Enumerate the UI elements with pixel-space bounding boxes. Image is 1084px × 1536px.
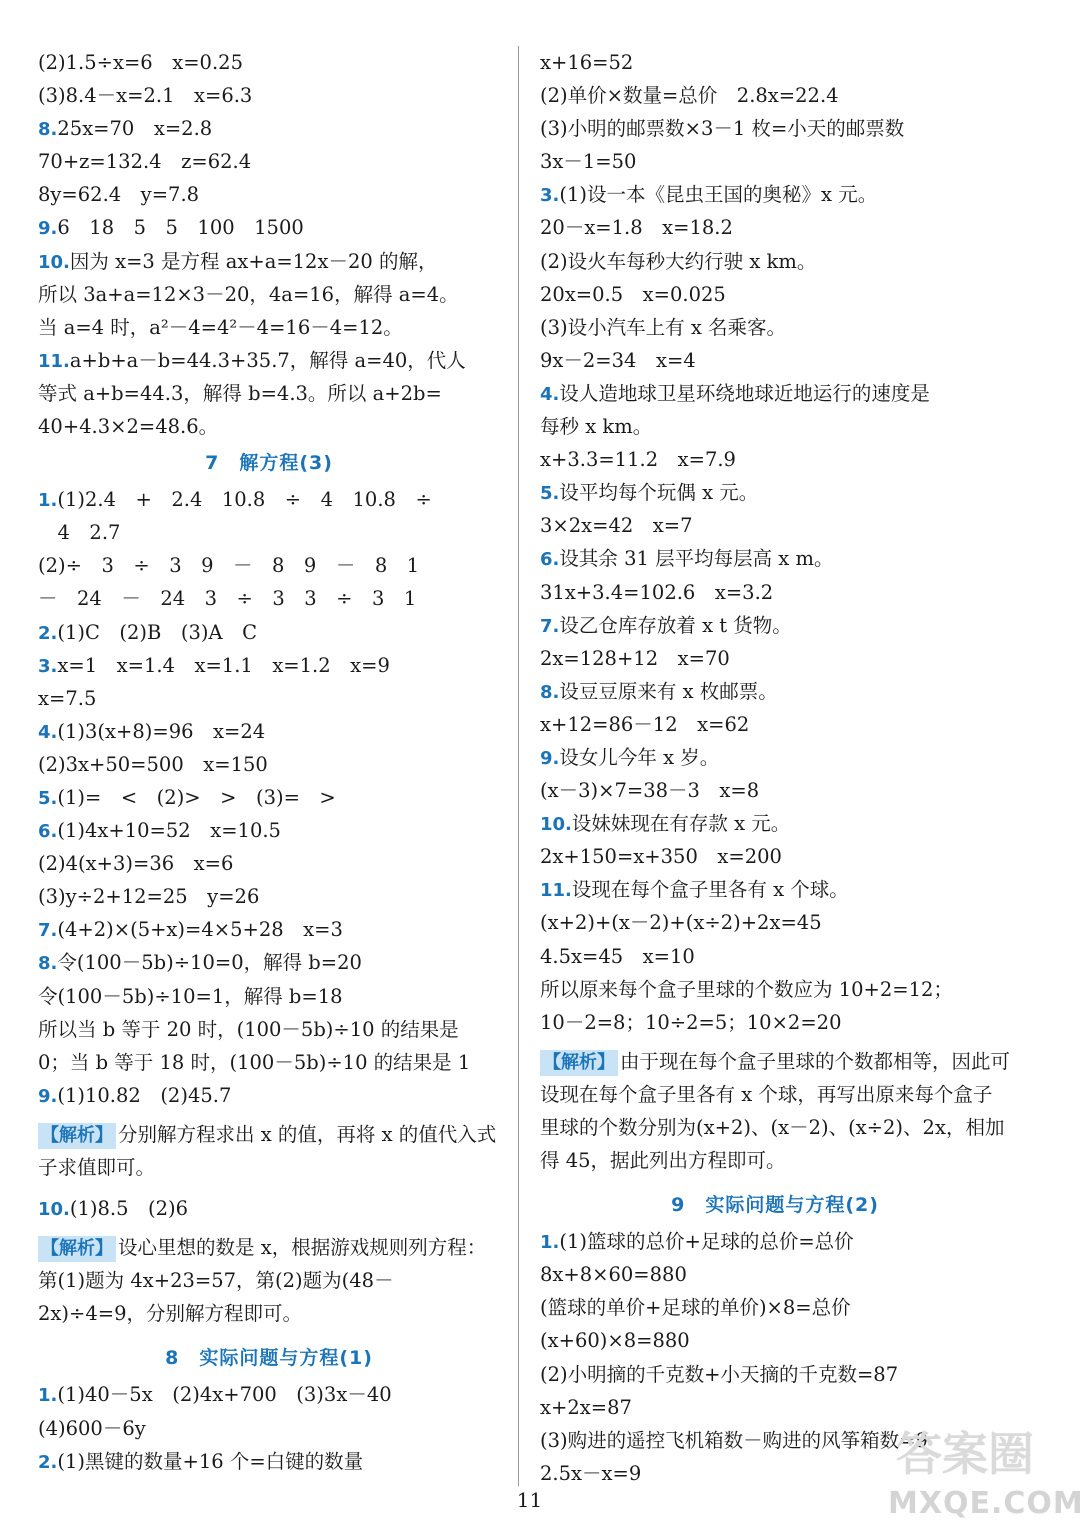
question-number: 3. bbox=[38, 655, 58, 677]
answer-text: 设平均每个玩偶 x 元。 bbox=[559, 481, 759, 505]
answer-line bbox=[38, 1079, 500, 1112]
answer-line bbox=[38, 616, 500, 649]
section-heading: 9 实际问题与方程(2) bbox=[671, 1194, 879, 1217]
answer-text: 当 a=4 时，a²－4=4²－4=16－4=12。 bbox=[38, 315, 403, 339]
answer-text: 设人造地球卫星环绕地球近地运行的速度是 bbox=[559, 381, 930, 405]
answer-line bbox=[540, 708, 1010, 741]
question-number: 5. bbox=[540, 483, 560, 505]
answer-text: (2)÷ 3 ÷ 3 9 － 8 9 － 8 1 bbox=[38, 554, 420, 578]
answer-text: (2)1.5÷x=6 x=0.25 bbox=[38, 51, 243, 74]
answer-text: (1)篮球的总价+足球的总价=总价 bbox=[559, 1230, 854, 1254]
answer-text: (x+60)×8=880 bbox=[540, 1329, 690, 1353]
answer-line bbox=[540, 609, 1010, 642]
answer-line bbox=[38, 483, 500, 516]
answer-text: 2x=128+12 x=70 bbox=[540, 646, 730, 670]
answer-text: a+b+a－b=44.3+35.7，解得 a=40，代人 bbox=[69, 348, 466, 372]
answer-text: x+12=86－12 x=62 bbox=[540, 712, 750, 736]
answer-text: (1)10.82 (2)45.7 bbox=[57, 1083, 232, 1107]
question-number: 10. bbox=[38, 1199, 70, 1221]
answer-line bbox=[540, 443, 1010, 476]
answer-text: 设女儿今年 x 岁。 bbox=[559, 745, 720, 769]
question-number: 9. bbox=[38, 218, 58, 240]
question-number: 8. bbox=[38, 119, 58, 141]
answer-line bbox=[38, 748, 500, 781]
question-number: 4. bbox=[540, 383, 560, 405]
answer-text: (2)设火车每秒大约行驶 x km。 bbox=[540, 249, 817, 273]
answer-text: x+3.3=11.2 x=7.9 bbox=[540, 448, 736, 472]
answer-line bbox=[38, 847, 500, 880]
answer-line bbox=[38, 649, 500, 682]
answer-text: (2)单价×数量=总价 2.8x=22.4 bbox=[540, 84, 839, 108]
answer-text: 4 2.7 bbox=[38, 521, 121, 545]
answer-text: 6 18 5 5 100 1500 bbox=[57, 216, 304, 240]
answer-line bbox=[38, 1046, 500, 1079]
answer-line bbox=[540, 344, 1010, 377]
answer-line bbox=[38, 79, 500, 112]
answer-text: (3)购进的遥控飞机箱数－购进的风筝箱数=9 bbox=[540, 1428, 928, 1452]
answer-line bbox=[38, 1412, 500, 1445]
answer-text: (1)40－5x (2)4x+700 (3)3x－40 bbox=[57, 1383, 392, 1407]
question-number: 5. bbox=[38, 787, 58, 809]
answer-line bbox=[38, 344, 500, 377]
answer-text: (4+2)×(5+x)=4×5+28 x=3 bbox=[57, 918, 343, 942]
answer-text: 2x+150=x+350 x=200 bbox=[540, 845, 782, 869]
answer-line bbox=[540, 311, 1010, 344]
answer-line bbox=[38, 880, 500, 913]
answer-text: 设妹妹现在有存款 x 元。 bbox=[571, 812, 791, 836]
answer-line bbox=[540, 112, 1010, 145]
answer-text: － 24 － 24 3 ÷ 3 3 ÷ 3 1 bbox=[38, 587, 417, 611]
explanation-tag: 【解析】 bbox=[38, 1123, 116, 1149]
answer-text: (1)黑键的数量+16 个=白键的数量 bbox=[57, 1449, 364, 1473]
answer-line bbox=[540, 576, 1010, 609]
answer-text: 25x=70 x=2.8 bbox=[57, 117, 213, 141]
watermark-logo bbox=[880, 1418, 1084, 1528]
answer-text: (篮球的单价+足球的单价)×8=总价 bbox=[540, 1296, 851, 1320]
answer-text: 8y=62.4 y=7.8 bbox=[38, 183, 200, 207]
answer-line bbox=[540, 509, 1010, 542]
answer-text: 2.5x－x=9 bbox=[540, 1461, 642, 1485]
answer-line bbox=[38, 781, 500, 814]
answer-text: 每秒 x km。 bbox=[540, 415, 653, 439]
answer-line bbox=[38, 1445, 500, 1478]
answer-text: x+16=52 bbox=[540, 51, 634, 74]
answer-text: 31x+3.4=102.6 x=3.2 bbox=[540, 580, 774, 604]
question-number: 10. bbox=[540, 814, 572, 836]
answer-text: 所以原来每个盒子里球的个数应为 10+2=12； bbox=[540, 977, 953, 1001]
answer-line bbox=[38, 913, 500, 946]
section-heading: 8 实际问题与方程(1) bbox=[165, 1347, 373, 1370]
answer-line bbox=[38, 582, 500, 615]
answer-text: (2)4(x+3)=36 x=6 bbox=[38, 852, 234, 876]
answer-text: 所以 3a+a=12×3－20，4a=16，解得 a=4。 bbox=[38, 282, 459, 306]
answer-text: (2)3x+50=500 x=150 bbox=[38, 752, 268, 776]
answer-line bbox=[540, 1258, 1010, 1291]
answer-line bbox=[540, 145, 1010, 178]
answer-line bbox=[540, 940, 1010, 973]
right-column bbox=[540, 46, 1010, 1490]
answer-line bbox=[540, 1225, 1010, 1258]
question-number: 11. bbox=[540, 880, 572, 902]
answer-text: x=1 x=1.4 x=1.1 x=1.2 x=9 bbox=[57, 653, 390, 677]
answer-text: 设豆豆原来有 x 枚邮票。 bbox=[559, 679, 778, 703]
answer-line bbox=[38, 145, 500, 178]
question-number: 1. bbox=[38, 490, 58, 512]
answer-text: 等式 a+b=44.3，解得 b=4.3。所以 a+2b= bbox=[38, 381, 442, 405]
answer-text: 令(100－5b)÷10=0，解得 b=20 bbox=[57, 951, 362, 975]
explanation-text: 设心里想的数是 x，根据游戏规则列方程：第(1)题为 4x+23=57，第(2)题为(48－2x)÷4=9，分别解方程即可。 bbox=[38, 1236, 487, 1326]
answer-text: (4)600－6y bbox=[38, 1416, 146, 1440]
answer-line bbox=[540, 178, 1010, 211]
question-number: 8. bbox=[38, 953, 58, 975]
question-number: 11. bbox=[38, 350, 70, 372]
answer-line bbox=[540, 973, 1010, 1006]
watermark-text: MXQE.COM bbox=[888, 1486, 1084, 1521]
explanation-tag: 【解析】 bbox=[38, 1236, 116, 1262]
question-number: 4. bbox=[38, 721, 58, 743]
answer-line bbox=[540, 278, 1010, 311]
answer-text: (1)3(x+8)=96 x=24 bbox=[57, 719, 266, 743]
answer-text: x=7.5 bbox=[38, 686, 97, 710]
question-number: 10. bbox=[38, 251, 70, 273]
question-number: 9. bbox=[38, 1085, 58, 1107]
explanation-text: 分别解方程求出 x 的值，再将 x 的值代入式子求值即可。 bbox=[38, 1122, 497, 1179]
page-number: 11 bbox=[516, 1488, 543, 1512]
answer-text: (3)y÷2+12=25 y=26 bbox=[38, 885, 260, 909]
answer-line bbox=[38, 814, 500, 847]
column-divider bbox=[518, 46, 519, 1486]
answer-line bbox=[540, 245, 1010, 278]
answer-line bbox=[540, 1324, 1010, 1357]
answer-text: 70+z=132.4 z=62.4 bbox=[38, 150, 252, 174]
answer-text: 8x+8×60=880 bbox=[540, 1263, 687, 1287]
answer-line bbox=[540, 741, 1010, 774]
answer-line bbox=[540, 476, 1010, 509]
answer-text: (3)小明的邮票数×3－1 枚=小天的邮票数 bbox=[540, 117, 905, 141]
answer-text: 40+4.3×2=48.6。 bbox=[38, 415, 219, 439]
answer-line bbox=[38, 980, 500, 1013]
answer-line bbox=[540, 906, 1010, 939]
question-number: 3. bbox=[540, 185, 560, 207]
answer-text: (1)C (2)B (3)A C bbox=[57, 620, 257, 644]
answer-line bbox=[540, 1006, 1010, 1039]
answer-text: (1)设一本《昆虫王国的奥秘》x 元。 bbox=[559, 183, 878, 207]
answer-text: (x+2)+(x－2)+(x÷2)+2x=45 bbox=[540, 911, 822, 935]
answer-line bbox=[540, 873, 1010, 906]
answer-line bbox=[540, 79, 1010, 112]
answer-text: 令(100－5b)÷10=1，解得 b=18 bbox=[38, 984, 343, 1008]
question-number: 1. bbox=[540, 1232, 560, 1254]
answer-line bbox=[38, 178, 500, 211]
answer-text: 10－2=8；10÷2=5；10×2=20 bbox=[540, 1010, 842, 1034]
question-number: 7. bbox=[38, 920, 58, 942]
question-number: 9. bbox=[540, 747, 560, 769]
answer-line bbox=[540, 410, 1010, 443]
answer-text: 3x－1=50 bbox=[540, 150, 637, 174]
answer-text: (1)= < (2)> > (3)= > bbox=[57, 785, 336, 809]
answer-text: 20－x=1.8 x=18.2 bbox=[540, 216, 733, 240]
question-number: 6. bbox=[38, 821, 58, 843]
answer-line bbox=[38, 278, 500, 311]
question-number: 8. bbox=[540, 681, 560, 703]
answer-line bbox=[540, 642, 1010, 675]
section-heading: 7 解方程(3) bbox=[205, 452, 333, 475]
answer-line bbox=[38, 311, 500, 344]
explanation-block bbox=[38, 1231, 500, 1330]
answer-text: 设乙仓库存放着 x t 货物。 bbox=[559, 613, 792, 637]
answer-text: (1)2.4 + 2.4 10.8 ÷ 4 10.8 ÷ bbox=[57, 488, 432, 512]
answer-line bbox=[540, 377, 1010, 410]
answer-line bbox=[38, 112, 500, 145]
answer-text: 0；当 b 等于 18 时，(100－5b)÷10 的结果是 1 bbox=[38, 1050, 471, 1074]
answer-line bbox=[540, 542, 1010, 575]
answer-line bbox=[540, 46, 1010, 79]
answer-line bbox=[540, 1358, 1010, 1391]
explanation-block bbox=[540, 1045, 1010, 1177]
answer-text: 所以当 b 等于 20 时，(100－5b)÷10 的结果是 bbox=[38, 1017, 459, 1041]
answer-text: (x－3)×7=38－3 x=8 bbox=[540, 779, 760, 803]
question-number: 7. bbox=[540, 615, 560, 637]
answer-line bbox=[38, 946, 500, 979]
left-column bbox=[38, 46, 500, 1478]
answer-text: (1)8.5 (2)6 bbox=[69, 1197, 189, 1221]
answer-text: (3)8.4－x=2.1 x=6.3 bbox=[38, 84, 253, 108]
answer-line bbox=[38, 715, 500, 748]
answer-line bbox=[38, 245, 500, 278]
answer-text: x+2x=87 bbox=[540, 1395, 632, 1419]
question-number: 1. bbox=[38, 1385, 58, 1407]
answer-line bbox=[38, 516, 500, 549]
answer-line bbox=[38, 1192, 500, 1225]
answer-line bbox=[540, 774, 1010, 807]
explanation-tag: 【解析】 bbox=[540, 1050, 618, 1076]
explanation-block bbox=[38, 1118, 500, 1184]
answer-text: 9x－2=34 x=4 bbox=[540, 348, 696, 372]
answer-line bbox=[540, 840, 1010, 873]
answer-line bbox=[540, 807, 1010, 840]
explanation-text: 由于现在每个盒子里球的个数都相等，因此可设现在每个盒子里各有 x 个球，再写出原来每个盒子里球的个数分别为(x+2)、(x－2)、(x÷2)、2x，相加得 45，据此列出方程即可。 bbox=[540, 1049, 1011, 1173]
answer-text: 因为 x=3 是方程 ax+a=12x－20 的解， bbox=[69, 249, 438, 273]
question-number: 6. bbox=[540, 549, 560, 571]
answer-line bbox=[38, 682, 500, 715]
answer-text: (1)4x+10=52 x=10.5 bbox=[57, 819, 281, 843]
question-number: 2. bbox=[38, 622, 58, 644]
answer-line bbox=[38, 46, 500, 79]
answer-line bbox=[540, 675, 1010, 708]
answer-line bbox=[38, 377, 500, 410]
answer-line bbox=[38, 1013, 500, 1046]
question-number: 2. bbox=[38, 1451, 58, 1473]
answer-text: 设其余 31 层平均每层高 x m。 bbox=[559, 547, 834, 571]
answer-text: 20x=0.5 x=0.025 bbox=[540, 282, 726, 306]
answer-line bbox=[38, 549, 500, 582]
answer-text: (3)设小汽车上有 x 名乘客。 bbox=[540, 315, 787, 339]
watermark-sig: 答案圈 bbox=[896, 1427, 1034, 1481]
answer-text: 3×2x=42 x=7 bbox=[540, 514, 693, 538]
answer-line bbox=[540, 211, 1010, 244]
answer-text: 4.5x=45 x=10 bbox=[540, 944, 695, 968]
answer-line bbox=[38, 1378, 500, 1411]
answer-line bbox=[38, 410, 500, 443]
answer-line bbox=[540, 1291, 1010, 1324]
answer-text: 设现在每个盒子里各有 x 个球。 bbox=[571, 878, 849, 902]
answer-line bbox=[38, 211, 500, 244]
answer-text: (2)小明摘的千克数+小天摘的千克数=87 bbox=[540, 1362, 899, 1386]
